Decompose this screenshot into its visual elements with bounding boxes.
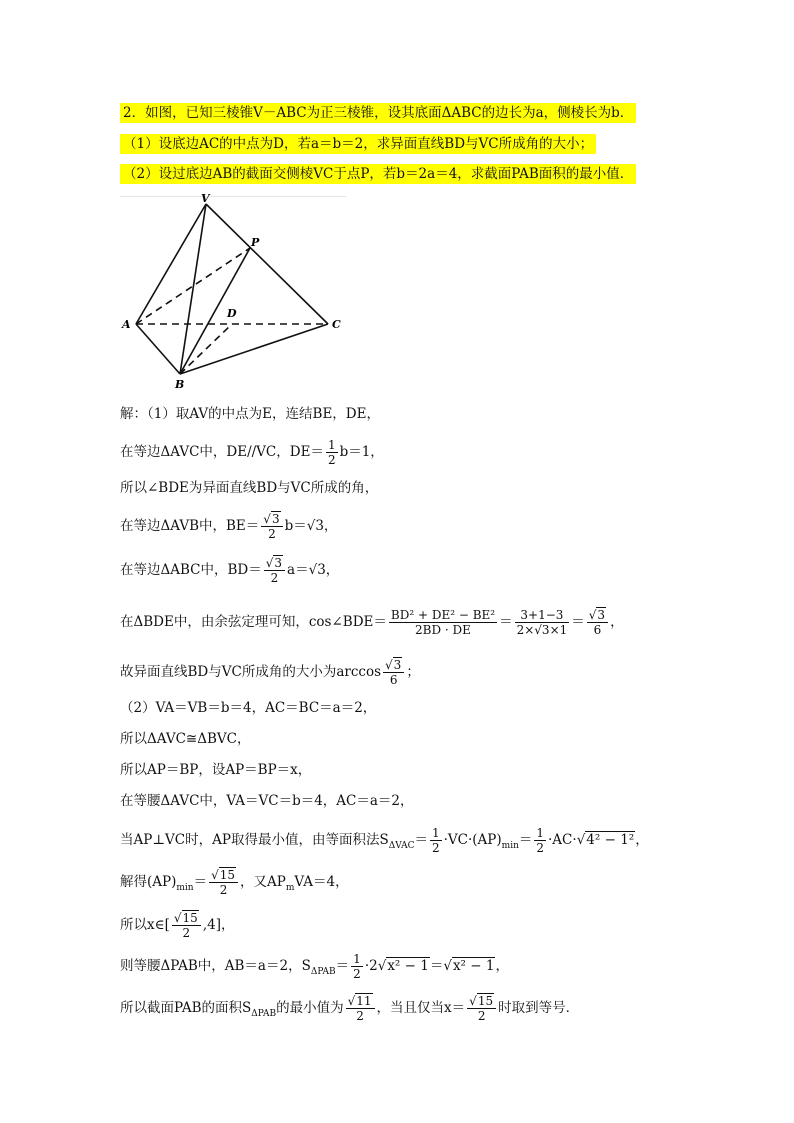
fraction xyxy=(326,438,338,467)
fraction xyxy=(467,994,496,1023)
denominator: 6 xyxy=(593,623,602,637)
text: 时取到等号． xyxy=(498,1000,580,1016)
tetrahedron-figure xyxy=(110,192,360,392)
text: 在等腰ΔAVC中，VA＝VC＝b＝4，AC＝a＝2， xyxy=(120,793,414,809)
text: 在等边ΔAVB中，BE＝ xyxy=(120,518,260,534)
text: 在ΔBDE中，由余弦定理可知，cos∠BDE＝ xyxy=(120,614,387,630)
text: 在等边ΔAVC中，DE//VC，DE＝ xyxy=(120,444,324,460)
subscript: min xyxy=(501,841,519,851)
denominator: 2 xyxy=(536,841,545,855)
solution-line-2 xyxy=(120,438,384,467)
solution-line-12: 当AP⊥VC时，AP取得最小值，由等面积法$S_{\Delta VAC}=$ $\frac{1}{2}$ $\cdot VC\cdot(AP)_{min}=$ $\frac{1}{2}$ ·AC·√4² − 1²， xyxy=(120,826,649,855)
edge-BP xyxy=(180,248,250,374)
edge-BD-hidden xyxy=(180,324,232,374)
text: b＝1， xyxy=(339,444,384,460)
fraction xyxy=(534,826,546,855)
radicand: 15 xyxy=(219,868,236,882)
text: b＝√3， xyxy=(284,518,338,534)
edge-VA xyxy=(136,204,206,324)
fraction xyxy=(515,608,570,637)
denominator: 2 xyxy=(353,967,361,981)
text: ＝ xyxy=(429,958,444,974)
text: （2）VA＝VB＝b＝4，AC＝BC＝a＝2， xyxy=(120,700,377,716)
numerator: BD² + DE² − BE² xyxy=(390,608,496,622)
solution-line-4 xyxy=(120,512,337,541)
numerator: √15 xyxy=(467,994,496,1009)
numerator: √15 xyxy=(209,868,238,883)
solution-line-5 xyxy=(120,556,339,585)
denominator: 2BD · DE xyxy=(415,623,471,637)
radicand: 3 xyxy=(393,658,402,672)
solution-line-11 xyxy=(120,791,414,811)
text: ＝ xyxy=(414,832,428,848)
solution-line-7 xyxy=(120,658,420,687)
text: 所以∠BDE为异面直线BD与VC所成的角， xyxy=(120,480,379,496)
text: ＝ xyxy=(518,832,533,848)
problem-part-1: （1）设底边AC的中点为D，若a＝b＝2，求异面直线BD与VC所成角的大小； xyxy=(120,134,596,154)
text: ，当且仅当x＝ xyxy=(376,1000,466,1016)
numerator: √3 xyxy=(261,512,282,527)
text: ,4]， xyxy=(202,917,235,933)
numerator: √3 xyxy=(264,556,285,571)
radicand: 15 xyxy=(477,994,494,1008)
numerator: 1 xyxy=(327,438,336,452)
text: ， xyxy=(495,958,509,974)
text: ； xyxy=(406,664,420,680)
problem-line-1 xyxy=(120,103,636,123)
text: ，又AP xyxy=(240,874,286,890)
numerator: 1 xyxy=(431,826,440,840)
radicand: 3 xyxy=(274,556,283,570)
text: 当AP⊥VC时，AP取得最小值，由等面积法S xyxy=(120,832,389,848)
edge-BC xyxy=(180,324,328,374)
subscript: m xyxy=(285,883,295,893)
numerator: √3 xyxy=(383,658,404,673)
problem-part-2: （2）设过底边AB的截面交侧棱VC于点P，若b＝2a＝4，求截面PAB面积的最小值． xyxy=(120,164,636,184)
fraction xyxy=(351,952,363,981)
denominator: 2 xyxy=(219,883,228,897)
text: ＝ xyxy=(193,874,208,890)
solution-line-6 xyxy=(120,608,624,637)
denominator: 2 xyxy=(327,453,336,467)
problem-line-2 xyxy=(120,134,596,154)
fraction xyxy=(261,512,282,541)
denominator: 2 xyxy=(182,926,191,940)
label-V: V xyxy=(201,192,210,205)
radicand: 3 xyxy=(271,512,280,526)
fraction xyxy=(172,911,201,940)
solution-line-8 xyxy=(120,698,376,718)
solution-line-10 xyxy=(120,760,311,780)
solution-line-9 xyxy=(120,729,250,749)
text: a＝√3， xyxy=(287,562,340,578)
denominator: 2 xyxy=(477,1009,486,1023)
text: 所以ΔAVC≅ΔBVC， xyxy=(120,731,251,747)
text: 在等边ΔABC中，BD＝ xyxy=(120,562,262,578)
fraction xyxy=(346,994,375,1023)
numerator: √3 xyxy=(587,608,608,623)
text: 则等腰ΔPAB中，AB＝a＝2，S xyxy=(120,958,311,974)
denominator: 2 xyxy=(356,1009,364,1023)
text: ·VC·(AP) xyxy=(443,832,502,848)
subscript: ΔVAC xyxy=(388,841,415,851)
radicand: x² − 1 xyxy=(452,958,495,974)
numerator: 3+1−3 xyxy=(515,608,570,623)
subscript: min xyxy=(176,883,194,893)
edge-VC xyxy=(206,204,328,324)
subscript: ΔPAB xyxy=(310,967,336,977)
text: 所以AP＝BP，设AP＝BP＝x， xyxy=(120,762,312,778)
text: VA＝4， xyxy=(294,874,349,890)
solution-line-3 xyxy=(120,478,378,498)
numerator: 1 xyxy=(353,952,361,966)
denominator: 2×√3×1 xyxy=(516,623,568,637)
denominator: 2 xyxy=(270,571,279,585)
edge-AB xyxy=(136,324,180,374)
edge-VB xyxy=(180,204,206,374)
numerator: √15 xyxy=(172,911,201,926)
problem-line-3 xyxy=(120,164,636,184)
text: ·AC· xyxy=(548,832,577,848)
solution-line-13 xyxy=(120,868,349,898)
label-D: D xyxy=(227,307,237,320)
subscript: ΔPAB xyxy=(251,1009,277,1019)
solution-line-15: 则等腰ΔPAB中，AB＝a＝2，$S_{\Delta PAB}=$ $\frac{1}{2}$ ·2√x² − 1＝√x² − 1， xyxy=(120,952,509,981)
solution-line-14 xyxy=(120,911,234,940)
text: ， xyxy=(635,832,649,848)
fraction xyxy=(209,868,238,897)
label-P: P xyxy=(251,236,260,249)
text: 解：（1）取AV的中点为E，连结BE，DE， xyxy=(120,406,380,422)
radicand: 11 xyxy=(356,994,372,1008)
numerator: √11 xyxy=(346,994,375,1009)
text: 所以x∈[ xyxy=(120,917,170,933)
radicand: 15 xyxy=(182,911,198,925)
fraction xyxy=(430,826,442,855)
fraction xyxy=(389,608,497,637)
fraction xyxy=(383,658,404,687)
fraction xyxy=(264,556,285,585)
text: ， xyxy=(610,614,624,630)
label-B: B xyxy=(175,378,185,391)
numerator: 1 xyxy=(536,826,545,840)
text: 所以截面PAB的面积S xyxy=(120,1000,252,1016)
denominator: 6 xyxy=(389,673,398,687)
label-C: C xyxy=(332,318,341,331)
problem-text: 2．如图，已知三棱锥V－ABC为正三棱锥，设其底面ΔABC的边长为a，侧棱长为b． xyxy=(120,103,636,123)
radicand: 4² − 1² xyxy=(586,832,635,848)
text: ＝ xyxy=(571,614,585,630)
radicand: 3 xyxy=(597,608,606,622)
solution-line-1 xyxy=(120,404,380,424)
fraction xyxy=(587,608,608,637)
text: ·2 xyxy=(364,958,378,974)
text: 故异面直线BD与VC所成角的大小为arccos xyxy=(120,664,382,680)
radicand: x² − 1 xyxy=(387,958,429,974)
text: ＝ xyxy=(335,958,350,974)
denominator: 2 xyxy=(431,841,440,855)
text: 的最小值为 xyxy=(276,1000,344,1016)
denominator: 2 xyxy=(268,527,276,541)
label-A: A xyxy=(122,318,131,331)
solution-line-16 xyxy=(120,994,579,1024)
text: 解得(AP) xyxy=(120,874,177,890)
text: ＝ xyxy=(499,614,513,630)
